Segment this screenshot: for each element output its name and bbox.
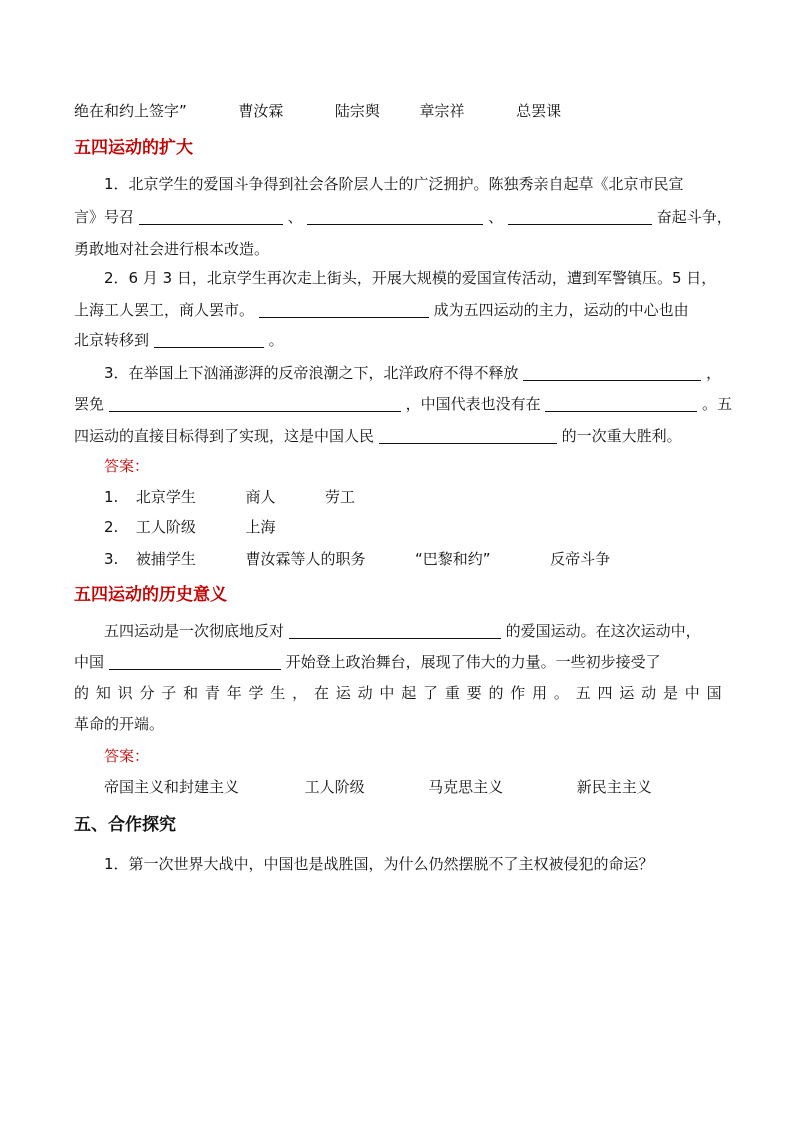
answer-row-2 [104,516,275,538]
q3-line1 [104,362,721,384]
justified-char: 运 [619,684,635,702]
name-item: 陆宗舆 [334,102,380,120]
answer-item: 工人阶级 [304,778,365,796]
q3-text: ， [706,364,722,382]
blank-field[interactable] [508,208,652,225]
answer-item: 曹汝霖等人的职务 [245,550,366,568]
blank-field[interactable] [307,208,483,225]
blank-field[interactable] [523,364,701,381]
justified-char: 在 [313,684,329,702]
answer-item: 帝国主义和封建主义 [104,778,240,796]
meaning-line4: 革命的开端。 [74,715,165,733]
answer-num: 3. [104,550,119,568]
justified-char: 知 [95,684,111,702]
justified-char: 重 [444,684,460,702]
answer-item: 商人 [245,488,276,506]
justified-char: 识 [117,684,133,702]
q3-text: 3．在举国上下汹涌澎湃的反帝浪潮之下，北洋政府不得不释放 [104,364,519,382]
blank-field[interactable] [379,427,557,444]
answer-item: 反帝斗争 [550,550,611,568]
q2-text: 上海工人罢工，商人罢市。 [74,301,255,319]
answer-item: 北京学生 [135,488,196,506]
blank-field[interactable] [545,395,697,412]
blank-field[interactable] [139,208,283,225]
justified-char: 四 [597,684,613,702]
q2-text: 成为五四运动的主力，运动的中心也由 [433,301,689,319]
q3-text: 。五 [702,395,733,413]
meaning-line2 [74,651,661,673]
answer-item: “巴黎和约” [415,550,491,568]
q3-line2 [74,393,732,415]
name-item: 总罢课 [516,102,562,120]
justified-char: 子 [161,684,177,702]
section-heading-meaning: 五四运动的历史意义 [74,585,227,605]
answer-item: 被捕学生 [135,550,196,568]
justified-char: 五 [575,684,591,702]
justified-char: 青 [204,684,220,702]
answer-item: 新民主主义 [576,778,652,796]
meaning-answer-row [104,776,652,798]
justified-char: 年 [226,684,242,702]
justified-char: 的 [74,684,90,702]
meaning-text: 的爱国运动。在这次运动中， [505,622,701,640]
section-heading-expand: 五四运动的扩大 [74,138,193,158]
q2-line3 [74,329,284,351]
name-item: 曹汝霖 [238,102,284,120]
q1-text: 奋起斗争， [656,208,732,226]
q3-line3 [74,425,682,447]
justified-char: 是 [662,684,678,702]
justified-char: 用 [532,684,548,702]
explore-question-1: 1．第一次世界大战中，中国也是战胜国，为什么仍然摆脱不了主权被侵犯的命运？ [104,855,654,873]
justified-char: 运 [335,684,351,702]
justified-char: 动 [641,684,657,702]
justified-char: ， [292,684,308,702]
answer-item: 上海 [245,518,276,536]
justified-char: 动 [357,684,373,702]
justified-char: 国 [706,684,722,702]
blank-field[interactable] [154,331,264,348]
answer-row-1 [104,486,355,508]
q3-text: 的一次重大胜利。 [561,427,682,445]
answer-item: 劳工 [325,488,356,506]
justified-char: 的 [488,684,504,702]
q2-line2 [74,299,689,321]
separator: 、 [488,208,504,226]
answer-num: 2. [104,518,119,536]
name-item: 章宗祥 [419,102,465,120]
top-answer-line [74,100,561,122]
justified-char: 分 [139,684,155,702]
blank-field[interactable] [289,622,501,639]
blank-field[interactable] [109,395,401,412]
q1-text: 言》号召 [74,208,135,226]
answer-label: 答案： [104,747,150,765]
section-heading-explore: 五、合作探究 [74,815,176,835]
justified-char: 作 [510,684,526,702]
justified-char: 起 [401,684,417,702]
q2-line1: 2．6 月 3 日，北京学生再次走上街头，开展大规模的爱国宣传活动，遭到军警镇压。5 日， [104,269,717,287]
answer-num: 1. [104,488,119,506]
answer-label: 答案： [104,457,150,475]
answer-item: 马克思主义 [428,778,504,796]
q3-text: 罢免 [74,395,105,413]
blank-field[interactable] [109,653,281,670]
meaning-text: 五四运动是一次彻底地反对 [104,622,285,640]
meaning-text [74,682,722,704]
blank-field[interactable] [259,301,429,318]
q1-line1: 1．北京学生的爱国斗争得到社会各阶层人士的广泛拥护。陈独秀亲自起草《北京市民宣 [104,175,684,193]
justified-char: 要 [466,684,482,702]
justified-char: 中 [379,684,395,702]
justified-char: 学 [248,684,264,702]
q3-text: 四运动的直接目标得到了实现，这是中国人民 [74,427,375,445]
q2-text: 。 [268,331,284,349]
justified-char: 。 [553,684,569,702]
answer-row-3 [104,548,610,570]
justified-char: 生 [270,684,286,702]
top-text: 绝在和约上签字” [74,102,187,120]
meaning-line3 [74,682,722,704]
answer-item: 工人阶级 [135,518,196,536]
q1-line2 [74,206,732,228]
justified-char: 中 [684,684,700,702]
q2-text: 北京转移到 [74,331,150,349]
meaning-line1 [104,620,701,642]
q1-line3: 勇敢地对社会进行根本改造。 [74,240,270,258]
justified-char: 和 [183,684,199,702]
meaning-text: 开始登上政治舞台，展现了伟大的力量。一些初步接受了 [285,653,661,671]
separator: 、 [287,208,303,226]
q3-text: ，中国代表也没有在 [405,395,541,413]
justified-char: 了 [423,684,439,702]
meaning-text: 中国 [74,653,105,671]
